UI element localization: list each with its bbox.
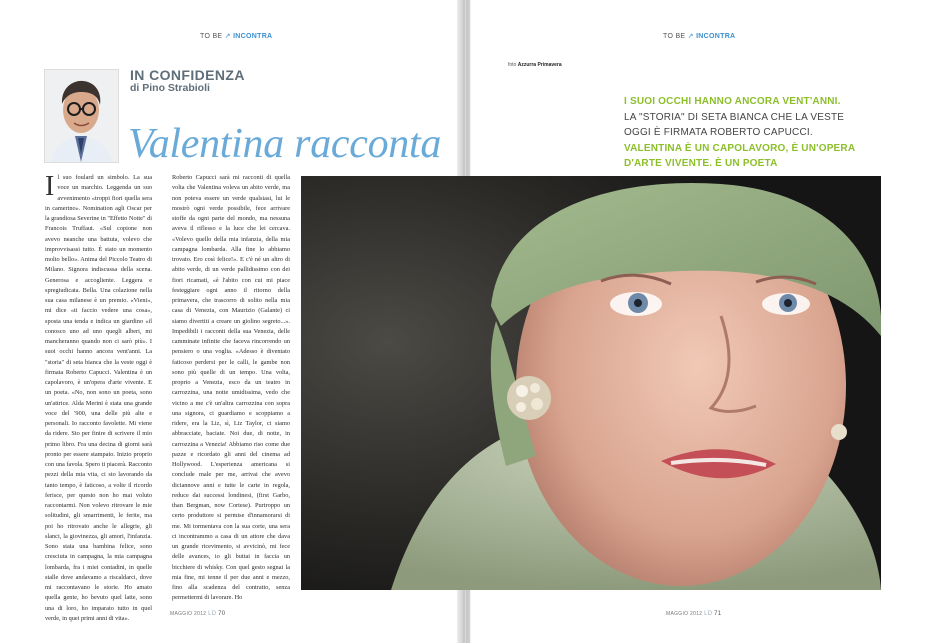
footer-page-number: 70	[218, 611, 226, 617]
author-portrait	[44, 69, 119, 163]
article-column-2-text: Roberto Capucci sarà mi racconti di quella volta che Valentina voleva un abito verde, ma non poteva essere un verde qualsiasi, lui le mostrò ogni verde possibile, fece arrivare stoffe da ogni parte del mondo, ma nessuna aveva il riflesso e la luce che lei cercava. «Volevo quello della mia infanzia, della mia campagna lombarda. Alla fine lo abbiamo trovato. Ero così felice!». E c'è né un altro di abito verde, di un verde pallidissimo con dei fiori ricamati, «è l'abito con cui mi piace festeggiare ogni anno il ritorno della primavera, che trascorro di solito nella mia casa di Venezia, con Maurizio (Galante) ci siamo divertiti a creare un giolino segreto...». Impedibili i racconti della sua Venezia, delle camminate infinite che faceva rincorrendo un pensiero o una voglia. «Adesso è diventato faticoso perdersi per le calli, le gambe non sono più quelle di un tempo. Una volta, proprio a Venezia, esco da un teatro in carrozzina, una notte umidissima, vedo che vicino a me c'è un'altra carrozzina con sopra una signora, ci guardiamo e scoppiamo a ridere, era la Liz, sì, Liz Taylor, ci siamo abbracciate, baciate. Noi due, di notte, in carrozzina a Venezia! Abbiamo riso come due pazze e ricordato gli anni del cinema ad Hollywood. L'esperienza americana si conclude male per me, arrivai che avevo diciannove anni e tutte le carte in regola, reduce dai successi londinesi, (first Garbo, than Bergman, now Cortese). Purtroppo un certo produttore si permise d'innamorarsi di me. Mi tormentava con la sua corte, una sera ci incontrammo a casa di un attore che dava un grande ricevimento, si avvicinò, mi fece delle avances, io gli buttai in faccia un bicchiere di whisky. Con quel gesto segnai la mia fine, mi tenne il per due anni e mezzo, fino alla scadenza del contratto, senza permettermi di lavorare. Ho	[172, 174, 290, 602]
article-title: Valentina racconta	[128, 121, 442, 167]
article-column-1-text: l suo foulard un simbolo. La sua voce un marchio. Leggenda un suo avvenimento «troppi fiori quella sera in camerino». Nomination agli Oscar per la grandiosa Severine in "Effetto Notte" di Francois Truffaut. «Sul copione non avevo neanche una battuta, volevo che improvvisassi tutto. È stato un momento molto bello». Anima del Piccolo Teatro di Milano. Signora indiscussa della scena. Generosa e accogliente. Leggera e spregiudicata. Bella. Una colazione nella sua casa milanese è un premio. «Vieni», mi dice «ti faccio vedere una cosa», sposta una tenda e indica un giardino «il conosco uno ad uno quegli alberi, mi mancheranno quando non ci sarò più». I suoi occhi hanno ancora vent'anni. La "storia" di seta bianca che la veste oggi è firmata Roberto Capucci. Valentina è un capolavoro, è un'opera d'arte vivente. E un poeta. «No, non sono un poeta, sono un'attrice. Alda Merini è stata una grande voce del '900, una delle più alte e personali. Io racconto favolette. Mi viene da ridere. Sto per finire di scrivere il mio primo libro. Fra una decina di giorni sarà pronto per essere stampato. Inizio proprio con una favola. Spero ti piacerà. Racconto pezzi della mia vita, ci sto lavorando da tanto tempo, è faticoso, a volte il ricordo ferisce, per questo non ho mai voluto raccontarmi. Non volevo ritrovare le mie solitudini, gli smarrimenti, le ferite, ma poi ho ritrovato anche le allegrie, gli slanci, la giovinezza, gli amori, l'infanzia. Sono stata una bambina felice, sono cresciuta in campagna, la mia campagna lombarda, fra i miei contadini, in quelle stalle dove andavamo a riscaldarci, dove mi raccontavano le storie. Ho amato quella gente, ho bevuto quel latte, sono una di loro, ho imparato tutto in quel verde, in quei primi anni di vita».	[45, 174, 152, 622]
drop-cap: I	[45, 171, 55, 202]
footer-right	[666, 611, 721, 617]
pull-quote-line-1: I SUOI OCCHI HANNO ANCORA VENT'ANNI.	[624, 96, 841, 107]
footer-logo: LD	[208, 611, 217, 617]
photo-credit	[508, 62, 562, 68]
footer-issue: MAGGIO 2012	[666, 611, 703, 617]
photo-credit-label: foto	[508, 62, 517, 68]
running-head-section: INCONTRA	[696, 33, 736, 40]
column-header	[130, 67, 245, 94]
column-author: di Pino Strabioli	[130, 82, 210, 94]
running-head-section: INCONTRA	[233, 33, 273, 40]
footer-issue: MAGGIO 2012	[170, 611, 207, 617]
photo-credit-name: Azzurra Primavera	[517, 62, 562, 68]
column-name: IN CONFIDENZA	[130, 67, 245, 83]
article-column-2	[172, 173, 290, 602]
pull-quote-line-3: VALENTINA È UN CAPOLAVORO, È UN'OPERA D'ARTE VIVENTE. È UN POETA	[624, 142, 855, 169]
pull-quote	[624, 94, 874, 172]
footer-page-number: 71	[714, 611, 722, 617]
running-head-right	[663, 32, 735, 40]
footer-left	[170, 611, 225, 617]
running-head-left	[200, 32, 272, 40]
running-head-brand: TO BE	[200, 33, 223, 40]
arrow-icon: ↗	[224, 33, 231, 40]
article-column-1	[45, 171, 152, 622]
footer-logo: LD	[704, 611, 713, 617]
arrow-icon: ↗	[687, 33, 694, 40]
running-head-brand: TO BE	[663, 33, 686, 40]
pull-quote-line-2: LA "STORIA" DI SETA BIANCA CHE LA VESTE OGGI È FIRMATA ROBERTO CAPUCCI.	[624, 111, 845, 138]
portrait-photo	[301, 176, 881, 590]
